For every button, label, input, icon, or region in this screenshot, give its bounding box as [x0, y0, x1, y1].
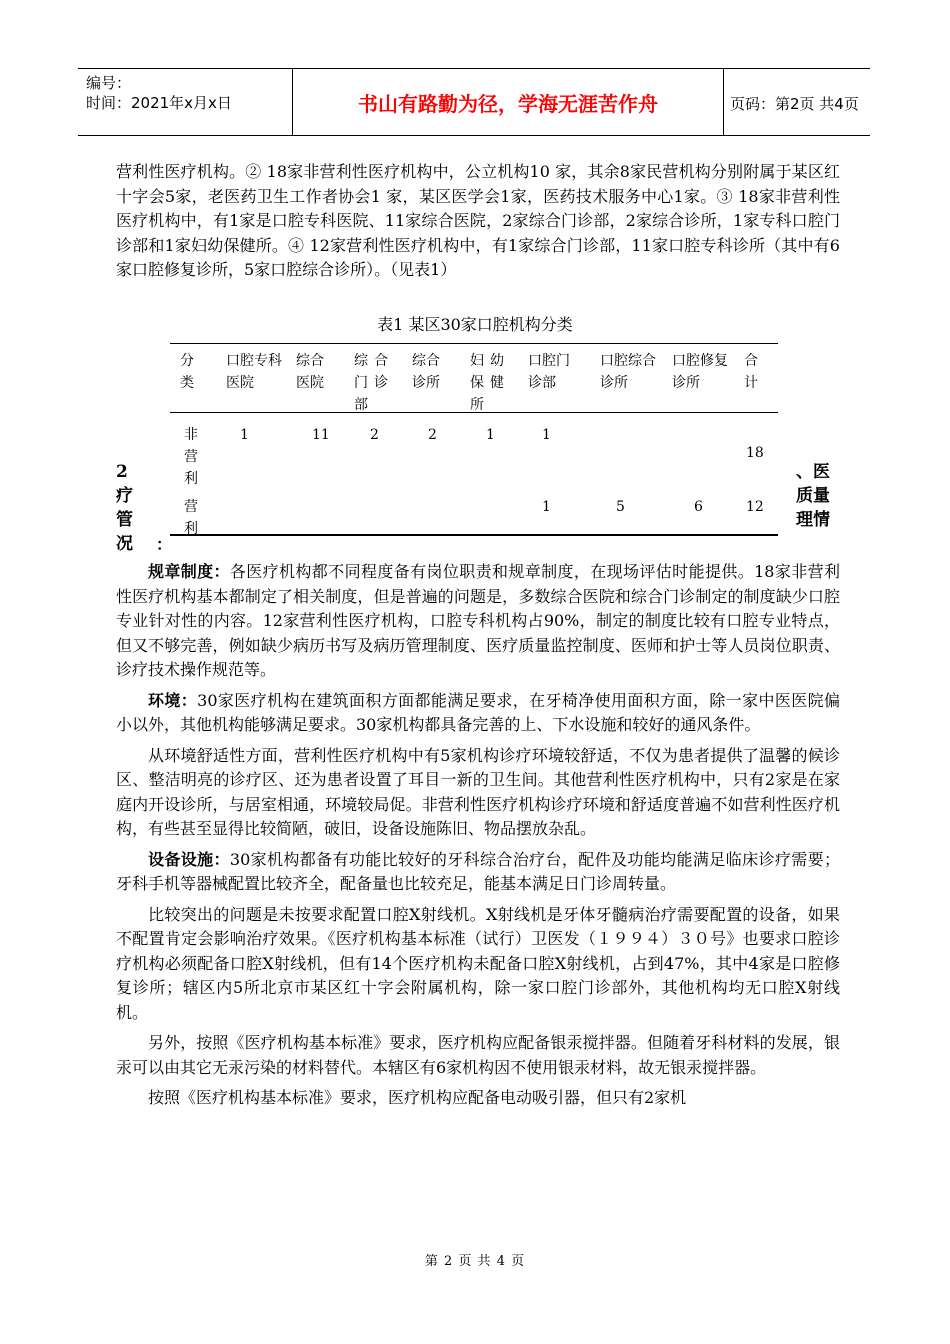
comfort-paragraph: 从环境舒适性方面，营利性医疗机构中有5家机构诊疗环境较舒适，不仅为患者提供了温馨的候诊区、整洁明亮的诊疗区、还为患者设置了耳目一新的卫生间。其他营利性医疗机构中，只有2家是在家庭内开设诊所，与居室相通，环境较局促。非营利性医疗机构诊疗环境和舒适度普遍不如营利性医疗机构，有些甚至显得比较简陋，破旧，设备设施陈旧、物品摆放杂乱。 — [116, 745, 840, 838]
cell-profit-dental-restoration-clinic: 6 — [694, 499, 703, 515]
header-rule — [170, 412, 778, 413]
equipment-paragraph — [116, 848, 840, 897]
header-cell: 综合门诊部 — [354, 353, 394, 413]
header-cell: 口腔专科医院 — [226, 353, 282, 391]
section-heading-right: 、医质量理情 — [796, 462, 830, 530]
header-cell: 综合诊所 — [412, 353, 440, 391]
xray-paragraph: 比较突出的问题是未按要求配置口腔X射线机。X射线机是牙体牙髓病治疗需要配置的设备，如果不配置肯定会影响治疗效果。《医疗机构基本标准（试行）卫医发（１９９４）３０号》也要求口腔诊疗机构必须配备口腔X射线机，但有14个医疗机构未配备口腔X射线机，占到47%，其中4家是口腔修复诊所；辖区内5所北京市某区红十字会附属机构，除一家口腔门诊部外，其他机构均无口腔X射线机。 — [116, 904, 840, 1022]
header-cell: 妇幼保健所 — [470, 353, 510, 413]
mercury-paragraph: 另外，按照《医疗机构基本标准》要求，医疗机构应配备银汞搅拌器。但随着牙科材料的发展，银汞可以由其它无汞污染的材料替代。本辖区有6家机构因不使用银汞材料，故无银汞搅拌器。 — [116, 1033, 840, 1077]
cell-profit-total: 12 — [746, 499, 764, 515]
rules-title: 规章制度： — [148, 562, 230, 581]
cell-profit-dental-outpatient: 1 — [542, 499, 551, 515]
classification-table — [170, 343, 778, 536]
page-header — [78, 68, 870, 136]
header-cell: 口腔综合诊所 — [600, 353, 656, 391]
section-heading-colon: ： — [156, 535, 173, 554]
suction-paragraph: 按照《医疗机构基本标准》要求，医疗机构应配备电动吸引器，但只有2家机 — [148, 1088, 687, 1107]
environment-paragraph — [116, 689, 840, 738]
cell-nonprofit-general-clinic: 2 — [428, 427, 437, 443]
cell-nonprofit-general-hospital: 11 — [312, 427, 330, 443]
equipment-body: 30家机构都备有功能比较好的牙科综合治疗台，配件及功能均能满足临床诊疗需要；牙科手机等器械配置比较齐全，配备量也比较充足，能基本满足日门诊周转量。 — [116, 849, 840, 893]
cell-profit-dental-general-clinic: 5 — [616, 499, 625, 515]
header-meta — [86, 73, 232, 113]
time-label: 时间：2021年x月x日 — [86, 94, 232, 112]
environment-title: 环境： — [148, 690, 198, 710]
cell-nonprofit-dental-outpatient: 1 — [542, 427, 551, 443]
table-caption: 表1 某区30家口腔机构分类 — [377, 315, 573, 334]
header-cell: 分类 — [180, 353, 194, 391]
equipment-title: 设备设施： — [148, 849, 230, 869]
header-cell: 合计 — [744, 353, 758, 391]
motto: 书山有路勤为径，学海无涯苦作舟 — [292, 69, 724, 135]
row-label-profit: 营利 — [184, 499, 198, 537]
rules-body: 各医疗机构都不同程度备有岗位职责和规章制度，在现场评估时能提供。18家非营利性医疗机构基本都制定了相关制度，但是普遍的问题是，多数综合医院和综合门诊制定的制度缺少口腔专业针对性的内容。12家营利性医疗机构，口腔专科机构占90%，制定的制度比较有口腔专业特点，但又不够完善，例如缺少病历书写及病历管理制度、医疗质量监控制度、医师和护士等人员岗位职责、诊疗技术操作规范等。 — [116, 562, 840, 679]
row-label-nonprofit: 非营利 — [184, 427, 198, 487]
cell-nonprofit-general-outpatient: 2 — [370, 427, 379, 443]
cell-nonprofit-specialty-hospital: 1 — [240, 427, 249, 443]
body-section — [116, 560, 840, 1111]
number-label: 编号： — [86, 74, 132, 92]
header-cell: 口腔修复诊所 — [672, 353, 728, 391]
page-label: 页码：第2页 共4页 — [730, 95, 859, 113]
cell-nonprofit-total: 18 — [746, 445, 764, 461]
intro-section — [116, 160, 840, 283]
header-cell: 综合医院 — [296, 353, 324, 391]
page-footer: 第 2 页 共 4 页 — [424, 1254, 526, 1269]
cell-nonprofit-maternal-child: 1 — [486, 427, 495, 443]
environment-body: 30家医疗机构在建筑面积方面都能满足要求，在牙椅净使用面积方面，除一家中医医院偏小以外，其他机构能够满足要求。30家机构都具备完善的上、下水设施和较好的通风条件。 — [116, 690, 840, 734]
section-heading-left: 2疗管况 — [116, 462, 133, 554]
header-cell: 口腔门诊部 — [528, 353, 570, 391]
intro-paragraph: 营利性医疗机构。② 18家非营利性医疗机构中，公立机构10 家，其余8家民营机构分别附属于某区红十字会5家，老医药卫生工作者协会1 家，某区医学会1家，医药技术服务中心1家。③ 18家非营利性医疗机构中，有1家是口腔专科医院、11家综合医院，2家综合门诊部，2家综合诊所，1家专科口腔门诊部和1家妇幼保健所。④ 12家营利性医疗机构中，有1家综合门诊部，11家口腔专科诊所（其中有6家口腔修复诊所，5家口腔综合诊所）。（见表1） — [116, 162, 840, 279]
rules-paragraph — [116, 560, 840, 683]
